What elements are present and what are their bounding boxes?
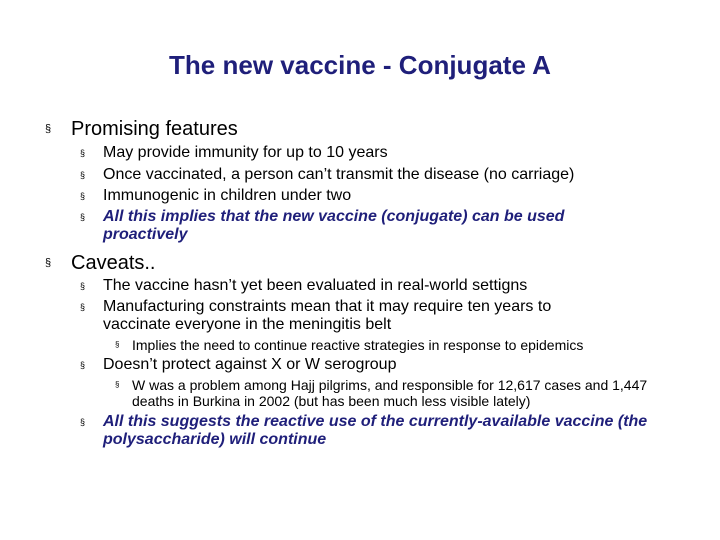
sub-list-item [115,337,695,353]
sub-list-item-text: W was a problem among Hajj pilgrims, and responsible for 12,617 cases and 1,447 deaths in Burkina in 2002 (but has been much less visible lately) [132,377,648,409]
list-item [80,166,680,184]
list-item-text: Once vaccinated, a person can’t transmit the disease (no carriage) [103,166,575,183]
section-caveats [45,251,685,275]
bullet-icon: § [80,170,86,180]
bullet-icon: § [80,281,86,291]
bullet-icon: § [80,417,86,427]
list-item [80,144,680,162]
list-item [80,413,690,449]
list-item-text: All this suggests the reactive use of the currently-available vaccine (the polysaccharide) will continue [103,413,648,448]
bullet-icon: § [80,191,86,201]
list-item [80,277,680,295]
sub-list-item [115,377,690,409]
sub-list-item-text: Implies the need to continue reactive strategies in response to epidemics [132,337,584,353]
section-label: Caveats.. [71,252,156,274]
bullet-icon: § [45,123,52,135]
list-item [80,187,680,205]
bullet-icon: § [115,340,120,349]
list-item-text: Doesn’t protect against X or W serogroup [103,356,397,373]
bullet-icon: § [80,148,86,158]
bullet-icon: § [45,257,52,269]
section-label: Promising features [71,118,238,140]
bullet-icon: § [80,212,86,222]
section-promising-features [45,117,685,141]
list-item-text: The vaccine hasn’t yet been evaluated in real-world settigns [103,277,528,294]
slide-title: The new vaccine - Conjugate A [169,50,551,80]
list-item-text: Immunogenic in children under two [103,187,352,204]
list-item-text: All this implies that the new vaccine (conjugate) can be used proactively [103,208,565,243]
bullet-icon: § [80,302,86,312]
list-item [80,356,680,374]
bullet-icon: § [115,380,120,389]
list-item-text: May provide immunity for up to 10 years [103,144,388,161]
list-item [80,208,640,244]
list-item [80,298,615,334]
bullet-icon: § [80,360,86,370]
list-item-text: Manufacturing constraints mean that it may require ten years to vaccinate everyone in the meningitis belt [103,298,552,333]
